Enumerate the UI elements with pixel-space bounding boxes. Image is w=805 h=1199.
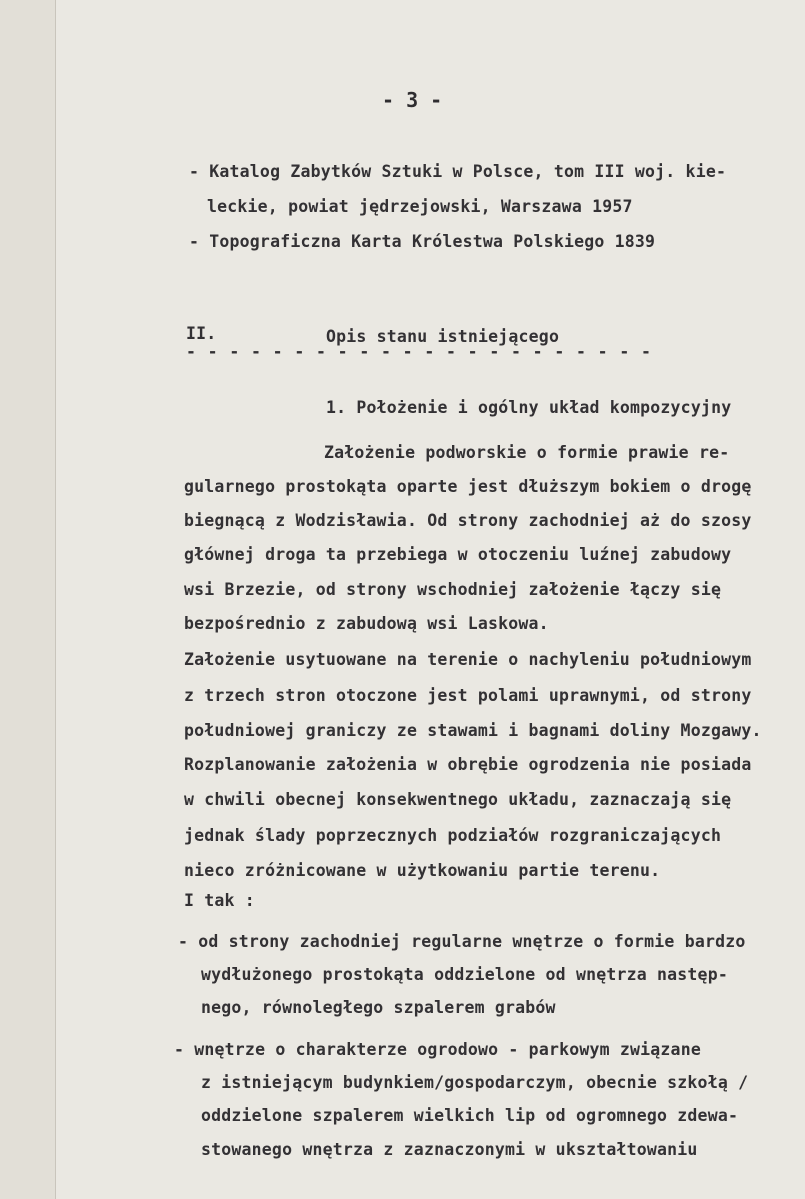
list-item-line: oddzielone szpalerem wielkich lip od ogromnego zdewa- [201,1106,739,1125]
list-item-line: nego, równoległego szpalerem grabów [201,998,556,1017]
body-line: wsi Brzezie, od strony wschodniej założenie łączy się [184,580,722,599]
body-line: głównej droga ta przebiega w otoczeniu luźnej zabudowy [184,545,732,564]
body-line: biegnącą z Wodzisławia. Od strony zachodniej aż do szosy [184,511,752,530]
body-line: Założenie podworskie o formie prawie re- [324,443,730,462]
section-numeral: II. [186,324,217,343]
section-title: Opis stanu istniejącego [326,327,560,346]
list-item-line: - od strony zachodniej regularne wnętrze o formie bardzo [178,932,746,951]
subsection-title: 1. Położenie i ogólny układ kompozycyjny [326,398,732,417]
body-line: gularnego prostokąta oparte jest dłuższym bokiem o drogę [184,477,752,496]
reference-line: - Topograficzna Karta Królestwa Polskiego 1839 [189,232,656,251]
page-number: - 3 - [382,88,443,112]
list-item-line: z istniejącym budynkiem/gospodarczym, obecnie szkołą / [201,1073,749,1092]
list-item-line: stowanego wnętrza z zaznaczonymi w ukształtowaniu [201,1140,698,1159]
reference-line: leckie, powiat jędrzejowski, Warszawa 1957 [207,197,633,216]
section-underline: - - - - - - - - - - - - - - - - - - - - - - [186,342,652,361]
body-line: południowej graniczy ze stawami i bagnami doliny Mozgawy. [184,721,762,740]
body-line: bezpośrednio z zabudową wsi Laskowa. [184,614,549,633]
body-line: nieco zróżnicowane w użytkowaniu partie terenu. [184,861,661,880]
body-line: w chwili obecnej konsekwentnego układu, zaznaczają się [184,790,732,809]
body-line: jednak ślady poprzecznych podziałów rozgraniczających [184,826,722,845]
body-line: I tak : [184,891,255,910]
body-line: Rozplanowanie założenia w obrębie ogrodzenia nie posiada [184,755,752,774]
list-item-line: wydłużonego prostokąta oddzielone od wnętrza następ- [201,965,728,984]
body-line: z trzech stron otoczone jest polami uprawnymi, od strony [184,686,752,705]
adjacent-page-edge [0,0,56,1199]
body-line: Założenie usytuowane na terenie o nachyleniu południowym [184,650,752,669]
document-page [56,0,805,1199]
list-item-line: - wnętrze o charakterze ogrodowo - parkowym związane [174,1040,701,1059]
reference-line: - Katalog Zabytków Sztuki w Polsce, tom III woj. kie- [189,162,727,181]
